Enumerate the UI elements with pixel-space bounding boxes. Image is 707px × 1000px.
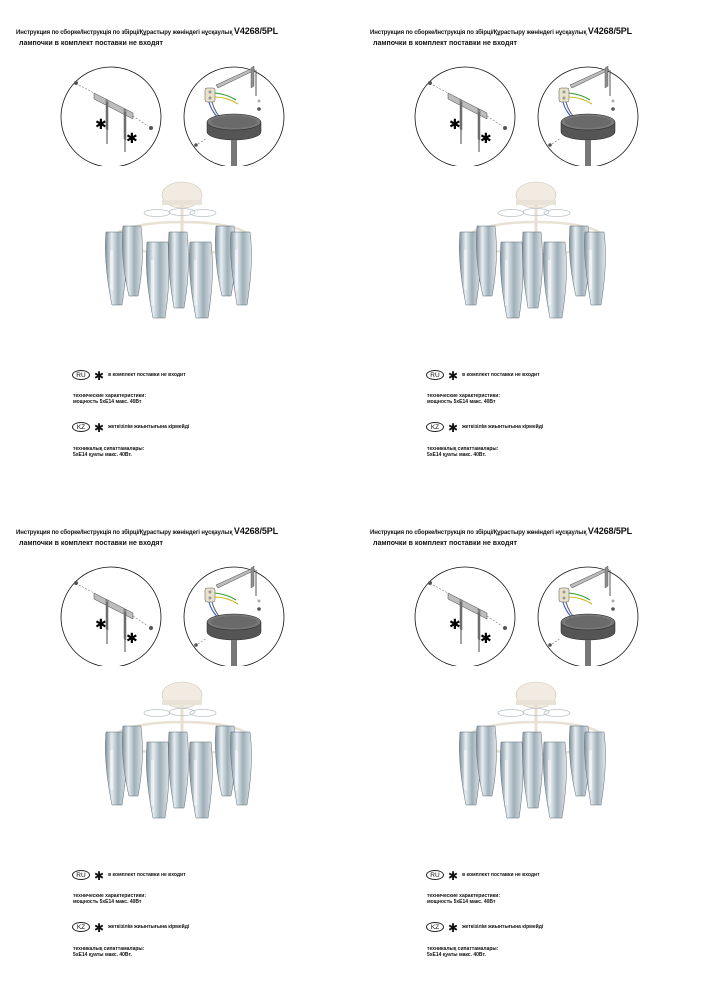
ceiling-dome [162,182,202,208]
star-marker: ✱ [448,369,459,383]
kz-spec-value: 5хЕ14 қуаты макс. 40Вт. [427,952,486,958]
star-marker: ✱ [448,869,459,883]
ru-note [426,369,540,381]
ru-note [72,369,186,381]
star-marker-right: ✱ [480,131,492,147]
ru-spec-title: технические характеристики: [73,393,146,399]
assembly-diagram [58,566,293,666]
kz-language-badge: KZ [72,922,90,932]
kz-language-badge: KZ [426,922,444,932]
bulbs-not-included-note: лампочки в комплект поставки не входят [373,40,517,47]
star-marker: ✱ [94,421,105,435]
ru-not-included-text: в комплект поставки не входит [462,872,540,878]
model-number: V4268/5PL [233,26,279,36]
instruction-title: Инструкция по сборке/Інструкція по збірці/Құрастыру жөніндегі нұсқаулық V4268/5PL [16,26,279,36]
ru-language-badge: RU [426,370,444,380]
kz-spec-title: техникалық сипаттамалары: [427,446,499,452]
bulbs-not-included-note: лампочки в комплект поставки не входят [19,540,163,547]
ru-spec-title: технические характеристики: [427,393,500,399]
ceiling-dome [516,682,556,708]
bulbs-not-included-note: лампочки в комплект поставки не входят [373,540,517,547]
assembly-diagram [58,66,293,166]
assembly-diagram [412,566,647,666]
kz-not-included-text: жеткізілім жиынтығына кірмейді [462,424,544,430]
ru-specifications [427,393,500,405]
kz-not-included-text: жеткізілім жиынтығына кірмейді [108,424,190,430]
bulbs-not-included-note: лампочки в комплект поставки не входят [19,40,163,47]
assembly-diagram [412,66,647,166]
wine-glasses [105,226,251,318]
ru-spec-value: мощность 5хЕ14 макс. 40Вт [427,399,496,405]
ru-not-included-text: в комплект поставки не входит [108,872,186,878]
canopy-wiring-diagram [184,66,284,166]
star-marker: ✱ [94,921,105,935]
kz-specifications [73,446,144,458]
star-marker-left: ✱ [449,617,461,633]
ru-spec-value: мощность 5хЕ14 макс. 40Вт [73,399,142,405]
ru-language-badge: RU [72,370,90,380]
kz-not-included-text: жеткізілім жиынтығына кірмейді [108,924,190,930]
wine-glasses [459,226,605,318]
instruction-sheet-bottom-right [354,500,707,1000]
bracket-mounting-diagram [415,67,515,166]
star-marker: ✱ [94,369,105,383]
kz-note [72,921,189,933]
bracket-mounting-diagram [415,567,515,666]
ru-note [426,869,540,881]
star-marker-right: ✱ [480,631,492,647]
instruction-title: Инструкция по сборке/Інструкція по збірці/Құрастыру жөніндегі нұсқаулық V4268/5PL [370,526,633,536]
kz-language-badge: KZ [72,422,90,432]
star-marker-left: ✱ [449,117,461,133]
instruction-title: Инструкция по сборке/Інструкція по збірці/Құрастыру жөніндегі нұсқаулық V4268/5PL [370,26,633,36]
ru-language-badge: RU [426,870,444,880]
terminal-block [205,588,215,602]
kz-note [72,421,189,433]
chandelier-illustration [100,180,260,330]
model-number: V4268/5PL [587,526,633,536]
terminal-block [559,588,569,602]
star-marker: ✱ [94,869,105,883]
instruction-sheet-top-right [354,0,707,500]
bracket-mounting-diagram [61,67,161,166]
star-marker-left: ✱ [95,117,107,133]
ru-not-included-text: в комплект поставки не входит [108,372,186,378]
bracket-mounting-diagram [61,567,161,666]
star-marker-right: ✱ [126,131,138,147]
ru-spec-title: технические характеристики: [73,893,146,899]
kz-note [426,921,543,933]
instruction-title: Инструкция по сборке/Інструкція по збірці/Құрастыру жөніндегі нұсқаулық V4268/5PL [16,526,279,536]
chandelier-illustration [100,680,260,830]
kz-spec-title: техникалық сипаттамалары: [427,946,499,952]
canopy-wiring-diagram [184,566,284,666]
kz-specifications [427,446,498,458]
canopy-wiring-diagram [538,566,638,666]
ru-specifications [73,893,146,905]
ru-spec-value: мощность 5хЕ14 макс. 40Вт [73,899,142,905]
canopy-wiring-diagram [538,66,638,166]
kz-spec-value: 5хЕ14 қуаты макс. 40Вт. [73,952,132,958]
model-number: V4268/5PL [587,26,633,36]
kz-spec-title: техникалық сипаттамалары: [73,446,145,452]
kz-note [426,421,543,433]
instruction-sheet-top-left [0,0,353,500]
kz-spec-value: 5хЕ14 қуаты макс. 40Вт. [73,452,132,458]
terminal-block [559,88,569,102]
chandelier-illustration [454,180,614,330]
star-marker-left: ✱ [95,617,107,633]
ru-language-badge: RU [72,870,90,880]
chandelier-illustration [454,680,614,830]
kz-not-included-text: жеткізілім жиынтығына кірмейді [462,924,544,930]
star-marker: ✱ [448,921,459,935]
kz-language-badge: KZ [426,422,444,432]
kz-specifications [73,946,144,958]
instruction-sheet-bottom-left [0,500,353,1000]
ru-specifications [427,893,500,905]
wine-glasses [459,726,605,818]
kz-specifications [427,946,498,958]
kz-spec-title: техникалық сипаттамалары: [73,946,145,952]
star-marker-right: ✱ [126,631,138,647]
kz-spec-value: 5хЕ14 қуаты макс. 40Вт. [427,452,486,458]
ru-specifications [73,393,146,405]
ceiling-dome [162,682,202,708]
ceiling-dome [516,182,556,208]
ru-note [72,869,186,881]
terminal-block [205,88,215,102]
model-number: V4268/5PL [233,526,279,536]
wine-glasses [105,726,251,818]
ru-spec-title: технические характеристики: [427,893,500,899]
star-marker: ✱ [448,421,459,435]
ru-not-included-text: в комплект поставки не входит [462,372,540,378]
ru-spec-value: мощность 5хЕ14 макс. 40Вт [427,899,496,905]
